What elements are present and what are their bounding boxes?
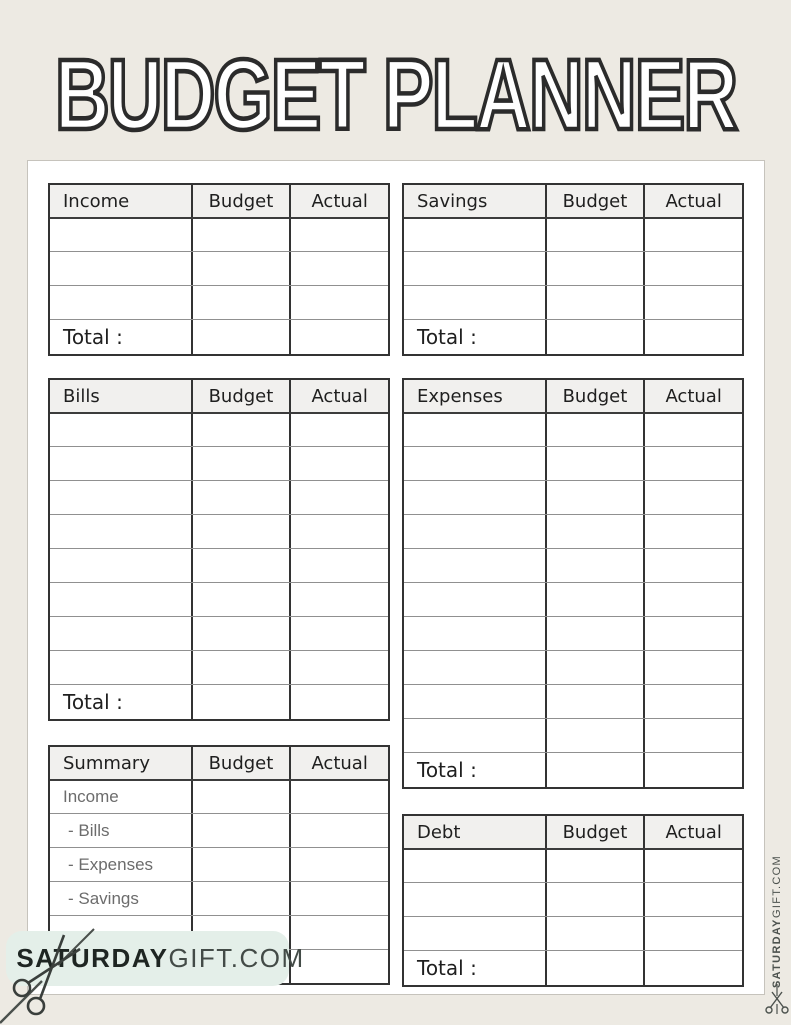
- bills-empty-row: [50, 582, 388, 616]
- empty-cell: [545, 515, 644, 548]
- expenses-empty-row: [404, 480, 742, 514]
- debt-empty-row: [404, 848, 742, 882]
- expenses-empty-row: [404, 548, 742, 582]
- savings-table-title: Savings: [417, 190, 488, 212]
- debt-table-title: Debt: [417, 821, 461, 843]
- empty-cell: [191, 549, 290, 582]
- empty-cell: [289, 320, 388, 354]
- empty-cell: [50, 651, 191, 684]
- empty-cell: [545, 617, 644, 650]
- bills-empty-row: [50, 650, 388, 684]
- empty-cell: [545, 917, 644, 950]
- empty-cell: [50, 617, 191, 650]
- debt-header-row: [404, 816, 742, 848]
- empty-cell: [643, 883, 742, 916]
- bills-table-title: Bills: [63, 385, 100, 407]
- empty-cell: [404, 252, 545, 285]
- debt-table: [402, 814, 744, 987]
- income-table: [48, 183, 390, 356]
- empty-cell: [643, 447, 742, 480]
- empty-cell: [191, 286, 290, 319]
- empty-cell: [50, 447, 191, 480]
- empty-cell: [643, 685, 742, 718]
- savings-total-row: [404, 319, 742, 354]
- bills-empty-row: [50, 480, 388, 514]
- empty-cell: [643, 850, 742, 882]
- empty-cell: [643, 286, 742, 319]
- bills-header-row: [50, 380, 388, 412]
- expenses-empty-row: [404, 582, 742, 616]
- watermark-brand-bold: SATURDAY: [771, 918, 783, 988]
- empty-cell: [404, 414, 545, 446]
- empty-cell: [191, 781, 290, 813]
- watermark-brand-light: GIFT.COM: [771, 855, 783, 919]
- empty-cell: [191, 252, 290, 285]
- empty-cell: [50, 414, 191, 446]
- empty-cell: [289, 617, 388, 650]
- expenses-actual-column-header: Actual: [643, 380, 742, 412]
- empty-cell: [50, 549, 191, 582]
- empty-cell: [545, 549, 644, 582]
- empty-cell: [289, 583, 388, 616]
- bills-empty-row: [50, 616, 388, 650]
- empty-cell: [289, 286, 388, 319]
- summary-savings-label: - Savings: [68, 888, 139, 908]
- empty-cell: [191, 515, 290, 548]
- debt-budget-column-header: Budget: [545, 816, 644, 848]
- empty-cell: [404, 719, 545, 752]
- empty-cell: [50, 286, 191, 319]
- expenses-table: [402, 378, 744, 789]
- bills-total-label: Total :: [63, 690, 123, 714]
- empty-cell: [643, 252, 742, 285]
- empty-cell: [404, 850, 545, 882]
- empty-cell: [191, 685, 290, 719]
- summary-income-row: [50, 779, 388, 813]
- empty-cell: [191, 414, 290, 446]
- empty-cell: [404, 617, 545, 650]
- expenses-empty-row: [404, 412, 742, 446]
- bills-empty-row: [50, 412, 388, 446]
- bills-actual-column-header: Actual: [289, 380, 388, 412]
- empty-cell: [191, 814, 290, 847]
- savings-budget-column-header: Budget: [545, 185, 644, 217]
- empty-cell: [50, 515, 191, 548]
- income-table-title: Income: [63, 190, 130, 212]
- empty-cell: [50, 481, 191, 514]
- empty-cell: [643, 549, 742, 582]
- expenses-empty-row: [404, 446, 742, 480]
- expenses-total-label: Total :: [417, 758, 477, 782]
- debt-empty-row: [404, 916, 742, 950]
- summary-budget-column-header: Budget: [191, 747, 290, 779]
- planner-sheet: [27, 160, 765, 995]
- expenses-table-title: Expenses: [417, 385, 503, 407]
- savings-actual-column-header: Actual: [643, 185, 742, 217]
- empty-cell: [50, 219, 191, 251]
- empty-cell: [191, 481, 290, 514]
- bills-table: [48, 378, 390, 721]
- badge-brand-text: [0, 943, 305, 974]
- bills-empty-row: [50, 548, 388, 582]
- empty-cell: [643, 719, 742, 752]
- debt-total-row: [404, 950, 742, 985]
- savings-table: [402, 183, 744, 356]
- empty-cell: [545, 883, 644, 916]
- empty-cell: [643, 219, 742, 251]
- income-header-row: [50, 185, 388, 217]
- empty-cell: [289, 549, 388, 582]
- empty-cell: [643, 481, 742, 514]
- empty-cell: [289, 414, 388, 446]
- income-total-row: [50, 319, 388, 354]
- empty-cell: [50, 583, 191, 616]
- income-empty-row: [50, 251, 388, 285]
- empty-cell: [545, 320, 644, 354]
- summary-bills-label: - Bills: [68, 820, 110, 840]
- empty-cell: [191, 882, 290, 915]
- empty-cell: [643, 320, 742, 354]
- expenses-empty-row: [404, 718, 742, 752]
- empty-cell: [191, 583, 290, 616]
- empty-cell: [643, 617, 742, 650]
- income-actual-column-header: Actual: [289, 185, 388, 217]
- empty-cell: [643, 917, 742, 950]
- empty-cell: [289, 219, 388, 251]
- bills-budget-column-header: Budget: [191, 380, 290, 412]
- empty-cell: [289, 781, 388, 813]
- empty-cell: [545, 481, 644, 514]
- empty-cell: [404, 549, 545, 582]
- empty-cell: [289, 814, 388, 847]
- empty-cell: [289, 882, 388, 915]
- expenses-empty-row: [404, 684, 742, 718]
- saturdaygift-badge: [6, 931, 305, 986]
- bills-total-row: [50, 684, 388, 719]
- summary-savings-row: [50, 881, 388, 915]
- empty-cell: [545, 719, 644, 752]
- empty-cell: [643, 515, 742, 548]
- badge-brand-light: GIFT.COM: [168, 943, 305, 973]
- bills-empty-row: [50, 446, 388, 480]
- empty-cell: [289, 252, 388, 285]
- savings-empty-row: [404, 285, 742, 319]
- income-empty-row: [50, 217, 388, 251]
- page-title: BUDGET PLANNER: [54, 39, 737, 152]
- summary-expenses-row: [50, 847, 388, 881]
- empty-cell: [289, 685, 388, 719]
- empty-cell: [191, 617, 290, 650]
- summary-bills-row: [50, 813, 388, 847]
- savings-total-label: Total :: [417, 325, 477, 349]
- debt-total-label: Total :: [417, 956, 477, 980]
- summary-header-row: [50, 747, 388, 779]
- expenses-header-row: [404, 380, 742, 412]
- empty-cell: [545, 583, 644, 616]
- summary-income-label: Income: [63, 787, 119, 806]
- empty-cell: [545, 252, 644, 285]
- empty-cell: [50, 252, 191, 285]
- empty-cell: [404, 515, 545, 548]
- small-scissors-icon: [764, 984, 790, 1014]
- empty-cell: [545, 219, 644, 251]
- income-budget-column-header: Budget: [191, 185, 290, 217]
- empty-cell: [289, 651, 388, 684]
- empty-cell: [289, 848, 388, 881]
- empty-cell: [404, 447, 545, 480]
- empty-cell: [545, 414, 644, 446]
- empty-cell: [643, 414, 742, 446]
- empty-cell: [289, 447, 388, 480]
- empty-cell: [545, 651, 644, 684]
- empty-cell: [404, 917, 545, 950]
- empty-cell: [191, 447, 290, 480]
- expenses-empty-row: [404, 616, 742, 650]
- side-watermark: [766, 850, 788, 988]
- empty-cell: [545, 447, 644, 480]
- empty-cell: [643, 951, 742, 985]
- empty-cell: [404, 219, 545, 251]
- debt-actual-column-header: Actual: [643, 816, 742, 848]
- empty-cell: [643, 651, 742, 684]
- expenses-empty-row: [404, 650, 742, 684]
- empty-cell: [404, 651, 545, 684]
- empty-cell: [404, 286, 545, 319]
- summary-table-title: Summary: [63, 752, 150, 774]
- empty-cell: [289, 481, 388, 514]
- empty-cell: [643, 583, 742, 616]
- income-empty-row: [50, 285, 388, 319]
- empty-cell: [289, 515, 388, 548]
- empty-cell: [404, 583, 545, 616]
- empty-cell: [404, 883, 545, 916]
- empty-cell: [404, 685, 545, 718]
- empty-cell: [404, 481, 545, 514]
- empty-cell: [545, 685, 644, 718]
- empty-cell: [545, 850, 644, 882]
- expenses-total-row: [404, 752, 742, 787]
- summary-expenses-label: - Expenses: [68, 854, 154, 874]
- empty-cell: [545, 951, 644, 985]
- expenses-budget-column-header: Budget: [545, 380, 644, 412]
- income-total-label: Total :: [63, 325, 123, 349]
- empty-cell: [191, 651, 290, 684]
- debt-empty-row: [404, 882, 742, 916]
- empty-cell: [643, 753, 742, 787]
- savings-empty-row: [404, 217, 742, 251]
- empty-cell: [545, 286, 644, 319]
- empty-cell: [545, 753, 644, 787]
- badge-brand-bold: SATURDAY: [16, 943, 169, 973]
- bills-empty-row: [50, 514, 388, 548]
- summary-actual-column-header: Actual: [289, 747, 388, 779]
- savings-header-row: [404, 185, 742, 217]
- expenses-empty-row: [404, 514, 742, 548]
- savings-empty-row: [404, 251, 742, 285]
- empty-cell: [191, 848, 290, 881]
- empty-cell: [191, 219, 290, 251]
- empty-cell: [191, 320, 290, 354]
